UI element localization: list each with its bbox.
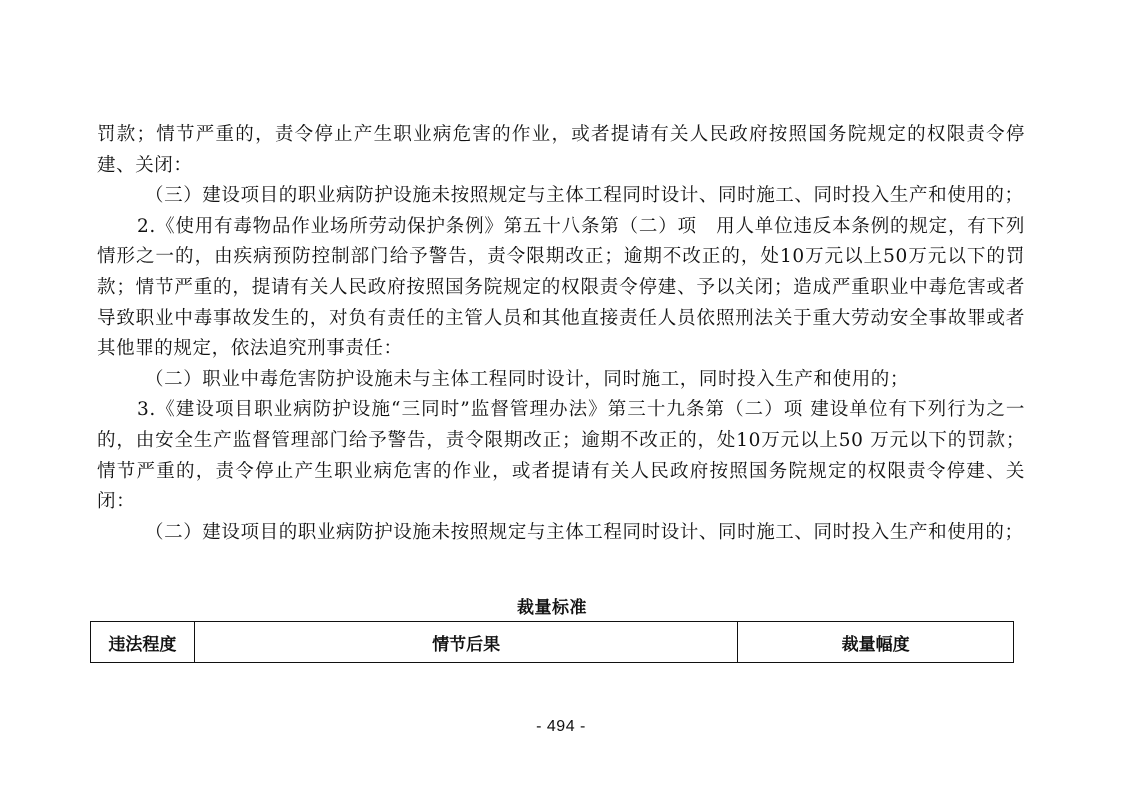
- discretion-standard-table: [90, 621, 1014, 663]
- table-title-wrap: [90, 598, 1014, 618]
- paragraph-continuation: 罚款；情节严重的，责令停止产生职业病危害的作业，或者提请有关人民政府按照国务院规定的权限责令停建、关闭：: [97, 124, 1025, 176]
- header-discretion-range: 裁量幅度: [738, 622, 1014, 663]
- paragraph-item-3: （三）建设项目的职业病防护设施未按照规定与主体工程同时设计、同时施工、同时投入生产和使用的；: [145, 185, 1024, 207]
- table-title: 裁量标准: [517, 598, 587, 618]
- header-circumstances-consequences: 情节后果: [194, 622, 737, 663]
- paragraph-clause-3-item: （二）建设项目的职业病防护设施未按照规定与主体工程同时设计、同时施工、同时投入生产和使用的；: [145, 521, 1024, 543]
- paragraph-clause-3: 3.《建设项目职业病防护设施“三同时”监督管理办法》第三十九条第（二）项 建设单位有下列行为之一的，由安全生产监督管理部门给予警告，责令限期改正；逾期不改正的，处10万元以上50 万元以下的罚款；情节严重的，责令停止产生职业病危害的作业，或者提请有关人民政府按照国务院规定的权限责令停建、关闭：: [97, 399, 1025, 513]
- header-violation-degree: 违法程度: [91, 622, 195, 663]
- paragraph-clause-2-item: （二）职业中毒危害防护设施未与主体工程同时设计，同时施工，同时投入生产和使用的；: [145, 368, 910, 390]
- document-body: [97, 120, 1025, 548]
- page-number: - 494 -: [536, 718, 586, 735]
- table-header-row: [91, 622, 1014, 663]
- paragraph-clause-2: 2.《使用有毒物品作业场所劳动保护条例》第五十八条第（二）项 用人单位违反本条例的规定，有下列情形之一的，由疾病预防控制部门给予警告，责令限期改正；逾期不改正的，处10万元以上50万元以下的罚款；情节严重的，提请有关人民政府按照国务院规定的权限责令停建、予以关闭；造成严重职业中毒危害或者导致职业中毒事故发生的，对负有责任的主管人员和其他直接责任人员依照刑法关于重大劳动安全事故罪或者其他罪的规定，依法追究刑事责任：: [97, 215, 1025, 360]
